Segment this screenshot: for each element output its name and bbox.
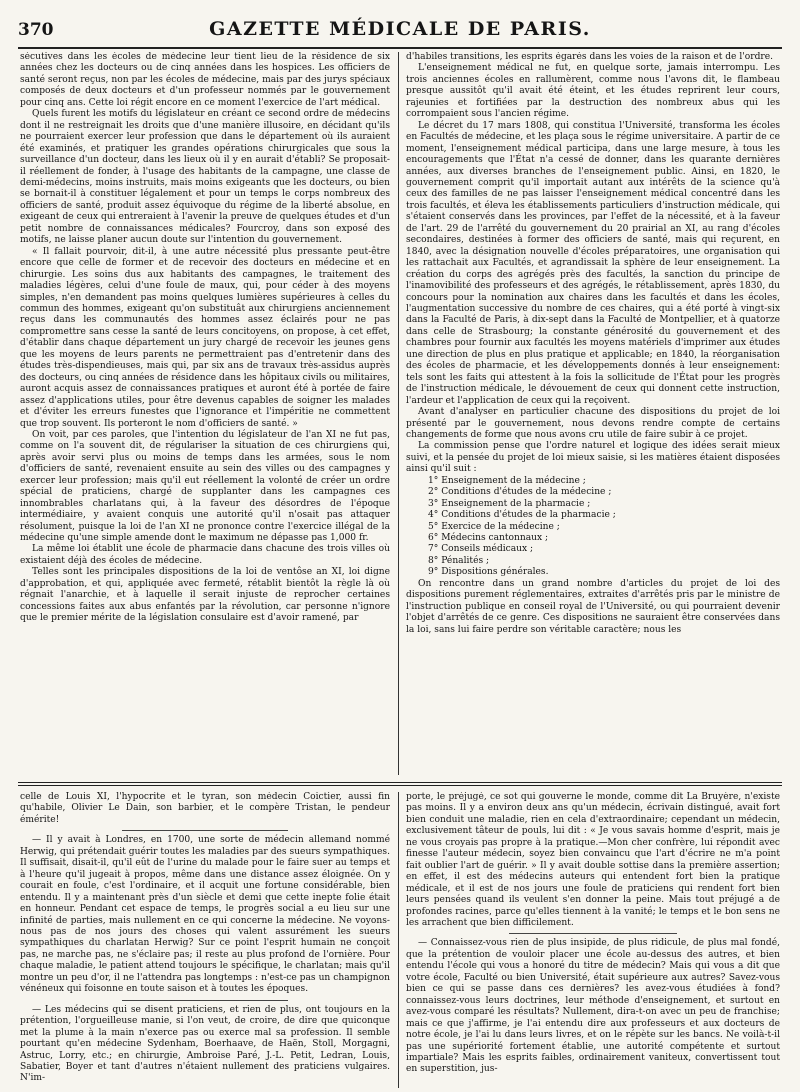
page-header xyxy=(18,16,782,42)
list-item: 6° Médecins cantonnaux ; xyxy=(428,533,549,544)
paragraph: Telles sont les principales dispositions de la loi de ventôse an XI, loi digne d'approbation, et qui, appliquée avec fermeté, rétablit bientôt la règle là où régnait l'anarchie, et à laquelle il serait injuste de reprocher certaines concessions faites aux abus enfantés par la révolution, car personne n'ignore que le premier mérite de la législation consulaire est d'avoir ramené, par xyxy=(20,567,390,624)
column-divider xyxy=(398,52,399,775)
paragraph: — Les médecins qui se disent praticiens, et rien de plus, ont toujours en la prétention, l'orgueilleuse manie, si l'on veut, de croire, de dire que quiconque met la plume à la main n'exerce pas ou exerce mal sa profession. Il semble pourtant qu'en médecine Sydenham, Boerhaave, de Haën, Stoll, Morgagni, Astruc, Lorry, etc.; en chirurgie, Ambroise Paré, J.-L. Petit, Ledran, Louis, Sabatier, Boyer et tant d'autres n'étaient nullement des praticiens vulgaires. N'im- xyxy=(20,1004,390,1084)
paragraph: La même loi établit une école de pharmacie dans chacune des trois villes où existaient déjà des écoles de médecine. xyxy=(20,544,390,566)
header-rule xyxy=(18,47,782,49)
paragraph: d'habiles transitions, les esprits égarés dans les voies de la raison et de l'ordre. xyxy=(406,52,774,62)
lower-right-column xyxy=(406,792,780,1088)
list-item: 7° Conseils médicaux ; xyxy=(428,544,534,555)
list-item: 4° Conditions d'études de la pharmacie ; xyxy=(428,510,616,521)
paragraph: porte, le préjugé, ce sot qui gouverne le monde, comme dit La Bruyère, n'existe pas moins. Il y a environ deux ans qu'un médecin, écrivain distingué, avait fort bien conduit une maladie, rien en cela d'extraordinaire; cependant un médecin, exclusivement tâteur de pouls, lui dit : « Je vous savais homme d'esprit, mais je ne vous croyais pas propre à la pratique.—Mon cher confrère, lui répondit avec finesse l'auteur médecin, soyez bien convaincu que l'art d'écrire ne m'a point fait oublier l'art de guérir. » Il y avait double sottise dans la première assertion; en effet, il est des médecins auteurs qui entendent fort bien la pratique médicale, et il est de nos jours une foule de praticiens qui rendent fort bien leurs pensées quand ils veulent s'en donner la peine. Mais tout préjugé a de profondes racines, parce qu'elles tiennent à la vanité; le temps et le bon sens ne les arrachent que bien difficilement. xyxy=(406,792,780,928)
paragraph: La commission pense que l'ordre naturel et logique des idées serait mieux suivi, et la pensée du projet de loi mieux saisie, si les matières étaient disposées ainsi qu'il suit : xyxy=(406,441,780,475)
paragraph: « Il fallait pourvoir, dit-il, à une autre nécessité plus pressante peut-être encore que celle de former et de recevoir des docteurs en médecine et en chirurgie. Les soins dus aux habitants des campagnes, le traitement des maladies légères, celui d'une foule de maux, qui, pour céder à des moyens simples, n'en demandent pas moins quelques lumières supérieures à celles du commun des hommes, exigeant qu'on substituât aux chirurgiens anciennement reçus dans les communautés des hommes assez éclairés pour ne pas compromettre sans cesse la santé de leurs concitoyens, on propose, à cet effet, d'établir dans chaque département un jury chargé de recevoir les jeunes gens que les moyens de leurs parents ne permettraient pas d'entretenir dans des études très-dispendieuses, mais qui, par six ans de travaux très-assidus auprès des docteurs, ou cinq années de résidence dans les hôpitaux civils ou militaires, auront acquis assez de connaissances pratiques et auront été à portée de faire assez d'applications utiles, pour être devenus capables de soigner les malades et d'éviter les erreurs funestes que l'ignorance et l'impéritie ne commettent que trop souvent. Ils porteront le nom d'officiers de santé. » xyxy=(20,246,390,429)
list-item: 9° Dispositions générales. xyxy=(428,567,549,578)
column-divider xyxy=(398,792,399,1088)
paragraph: sécutives dans les écoles de médecine leur tient lieu de la résidence de six années chez les docteurs ou de cinq années dans les hospices. Les officiers de santé seront reçus, non par les écoles de médecine, mais par des jurys spéciaux composés de deux docteurs et d'un professeur nommés par le gouvernement pour cinq ans. Cette loi régit encore en ce moment l'exercice de l'art médical. xyxy=(20,52,390,108)
paragraph: celle de Louis XI, l'hypocrite et le tyran, son médecin Coictier, aussi fin qu'habile, Olivier Le Dain, son barbier, et le compère Tristan, le pendeur émérite! xyxy=(20,792,390,825)
feuilleton-rule-top xyxy=(18,782,782,783)
upper-right-column xyxy=(406,52,780,775)
paragraph: Avant d'analyser en particulier chacune des dispositions du projet de loi présenté par le gouvernement, nous devons rendre compte de certains changements de forme que nous avons cru utile de faire subir à ce projet. xyxy=(406,407,780,440)
journal-title: GAZETTE MÉDICALE DE PARIS. xyxy=(209,18,591,40)
section-separator xyxy=(122,830,289,831)
paragraph: On voit, par ces paroles, que l'intention du législateur de l'an XI ne fut pas, comme on l'a souvent dit, de régulariser la situation de ces chirurgiens qui, après avoir servi plus ou moins de temps dans les armées, sous le nom d'officiers de santé, revenaient ensuite au sein des villes ou des campagnes y exercer leur profession; mais qu'il eut réellement la volonté de créer un ordre spécial de praticiens, chargé de supplanter dans les campagnes ces innombrables charlatans qui, à la faveur des désordres de l'époque intermédiaire, y avaient conquis une autorité qu'il n'osait pas attaquer résolument, puisque la loi de l'an XI ne prononce contre l'exercice illégal de la médecine qu'une simple amende dont le maximum ne dépasse pas 1,000 fr. xyxy=(20,429,390,544)
paragraph: Quels furent les motifs du législateur en créant ce second ordre de médecins dont il ne restreignait les droits que d'une manière illusoire, en décidant qu'ils ne pourraient exercer leur profession que dans le département où ils auraient été examinés, et pratiquer les grandes opérations chirurgicales que sous la surveillance d'un docteur, dans les lieux où il y en aurait d'établi? Se proposait-il réellement de fonder, à l'usage des habitants de la campagne, une classe de demi-médecins, moins instruits, mais moins exigeants que les docteurs, ou bien se bornait-il à constituer légalement et pour un temps le corps nombreux des officiers de santé, produit assez équivoque du régime de la liberté absolue, en exigeant de ceux qui entreraient à l'avenir la preuve de quelques études et d'un petit nombre de connaissances médicales? Fourcroy, dans son exposé des motifs, ne laisse planer aucun doute sur l'intention du gouvernement. xyxy=(20,109,390,246)
paragraph: — Il y avait à Londres, en 1700, une sorte de médecin allemand nommé Herwig, qui prétendait guérir toutes les maladies par des sueurs sympathiques. Il suffisait, disait-il, qu'il eût de l'urine du malade pour le faire suer au temps et à l'heure qu'il jugeait à propos, même dans une distance assez éloignée. On y courait en foule, c'est l'ordinaire, et il acquit une fortune considérable, bien entendu. Il y a maintenant près d'un siècle et demi que cette inepte folie était en honneur. Pendant cet espace de temps, le progrès social a eu lieu sur une infinité de parties, mais nullement en ce qui concerne la médecine. Ne voyons-nous pas de nos jours des choses qui valent assurément les sueurs sympathiques du charlatan Herwig? Sur ce point l'esprit humain ne conçoit pas, ne marche pas, ne s'éclaire pas; il reste au plus profond de l'ornière. Pour chaque maladie, le patient attend toujours le spécifique, le charlatan; mais qu'il montre un peu d'or, il ne l'attendra pas longtemps : n'est-ce pas un champignon vénéneux qui foisonne en toute saison et à toutes les époques. xyxy=(20,835,390,995)
list-item: 1° Enseignement de la médecine ; xyxy=(428,475,586,486)
commission-outline-list xyxy=(406,476,780,579)
list-item: 3° Enseignement de la pharmacie ; xyxy=(428,498,591,509)
section-separator xyxy=(122,1000,289,1001)
list-item: 8° Pénalités ; xyxy=(428,555,490,566)
feuilleton-rule-bottom xyxy=(18,785,782,786)
page-number: 370 xyxy=(18,20,54,40)
list-item: 2° Conditions d'études de la médecine ; xyxy=(428,487,612,498)
upper-left-column xyxy=(20,52,390,775)
paragraph: L'enseignement médical ne fut, en quelque sorte, jamais interrompu. Les trois anciennes écoles en rallumèrent, comme nous l'avons dit, le flambeau presque aussitôt qu'il avait été éteint, et les études reprirent leur cours, rajeunies et fortifiées par la destruction des nombreux abus qui les corrompaient sous l'ancien régime. xyxy=(406,63,780,120)
paragraph: On rencontre dans un grand nombre d'articles du projet de loi des dispositions purement réglementaires, extraites d'arrêtés pris par le ministre de l'instruction publique en conseil royal de l'Université, ou qui pourraient devenir l'objet d'arrêtés de ce genre. Ces dispositions ne sauraient être conservées dans la loi, sans lui faire perdre son véritable caractère; nous les xyxy=(406,578,780,635)
list-item: 5° Exercice de la médecine ; xyxy=(428,521,560,532)
paragraph: Le décret du 17 mars 1808, qui constitua l'Université, transforma les écoles en Facultés de médecine, et les plaça sous le régime universitaire. A partir de ce moment, l'enseignement médical participa, dans une large mesure, à tous les encouragements que l'État n'a cessé de donner, dans les quarante dernières années, aux diverses branches de l'enseignement public. Ainsi, en 1820, le gouvernement comprit qu'il importait autant aux intérêts de la science qu'à ceux des familles de ne pas laisser l'enseignement médical concentré dans les trois facultés, et éleva les établissements particuliers d'instruction médicale, qui s'étaient conservés dans les provinces, par l'effet de la nécessité, et à la faveur de l'art. 29 de l'arrêté du gouvernement du 20 prairial an XI, au rang d'écoles secondaires, destinées à former des officiers de santé, mais qui reçurent, en 1840, avec la désignation nouvelle d'écoles préparatoires, une organisation qui les rattachait aux Facultés, et agrandissait la sphère de leur enseignement. La création du corps des agrégés près des facultés, la sanction du principe de l'inamovibilité des professeurs et des agrégés, le rétablissement, après 1830, du concours pour la nomination aux chaires dans les facultés et dans les écoles, l'augmentation successive du nombre de ces chaires, qui a été porté à vingt-six dans la Faculté de Paris, à dix-sept dans la Faculté de Montpellier, et à quatorze dans celle de Strasbourg; la constante générosité du gouvernement et des chambres pour fournir aux facultés les moyens matériels d'imprimer aux études une direction de plus en plus pratique et applicable; en 1840, la réorganisation des écoles de pharmacie, et les développements donnés à leur enseignement: tels sont les faits qui attestent à la fois la sollicitude de l'État pour les progrès de l'instruction médicale, le dévouement de ceux qui donnent cette instruction, l'ardeur et l'application de ceux qui la reçoivent. xyxy=(406,120,780,406)
lower-left-column xyxy=(20,792,390,1088)
paragraph: — Connaissez-vous rien de plus insipide, de plus ridicule, de plus mal fondé, que la prétention de vouloir placer une école au-dessus des autres, et bien entendu l'école qui vous a honoré du titre de médecin? Mais qui vous a dit que votre école, Faculté ou bien Université, était supérieure aux autres? Savez-vous bien ce qui se passe dans ces dernières? les avez-vous étudiées à fond? connaissez-vous leurs doctrines, leur méthode d'enseignement, et surtout en avez-vous comparé les résultats? Nullement, dira-t-on avec un peu de franchise; mais ce que j'affirme, je l'ai entendu dire aux professeurs et aux docteurs de notre école, je l'ai lu dans leurs livres, et on le répète sur les bancs. Ne voilà-t-il pas une supériorité fortement établie, une autorité compétente et surtout impartiale? Mais les esprits faibles, ordinairement vaniteux, convertissent tout en superstition, jus- xyxy=(406,938,780,1075)
section-separator xyxy=(509,933,677,934)
